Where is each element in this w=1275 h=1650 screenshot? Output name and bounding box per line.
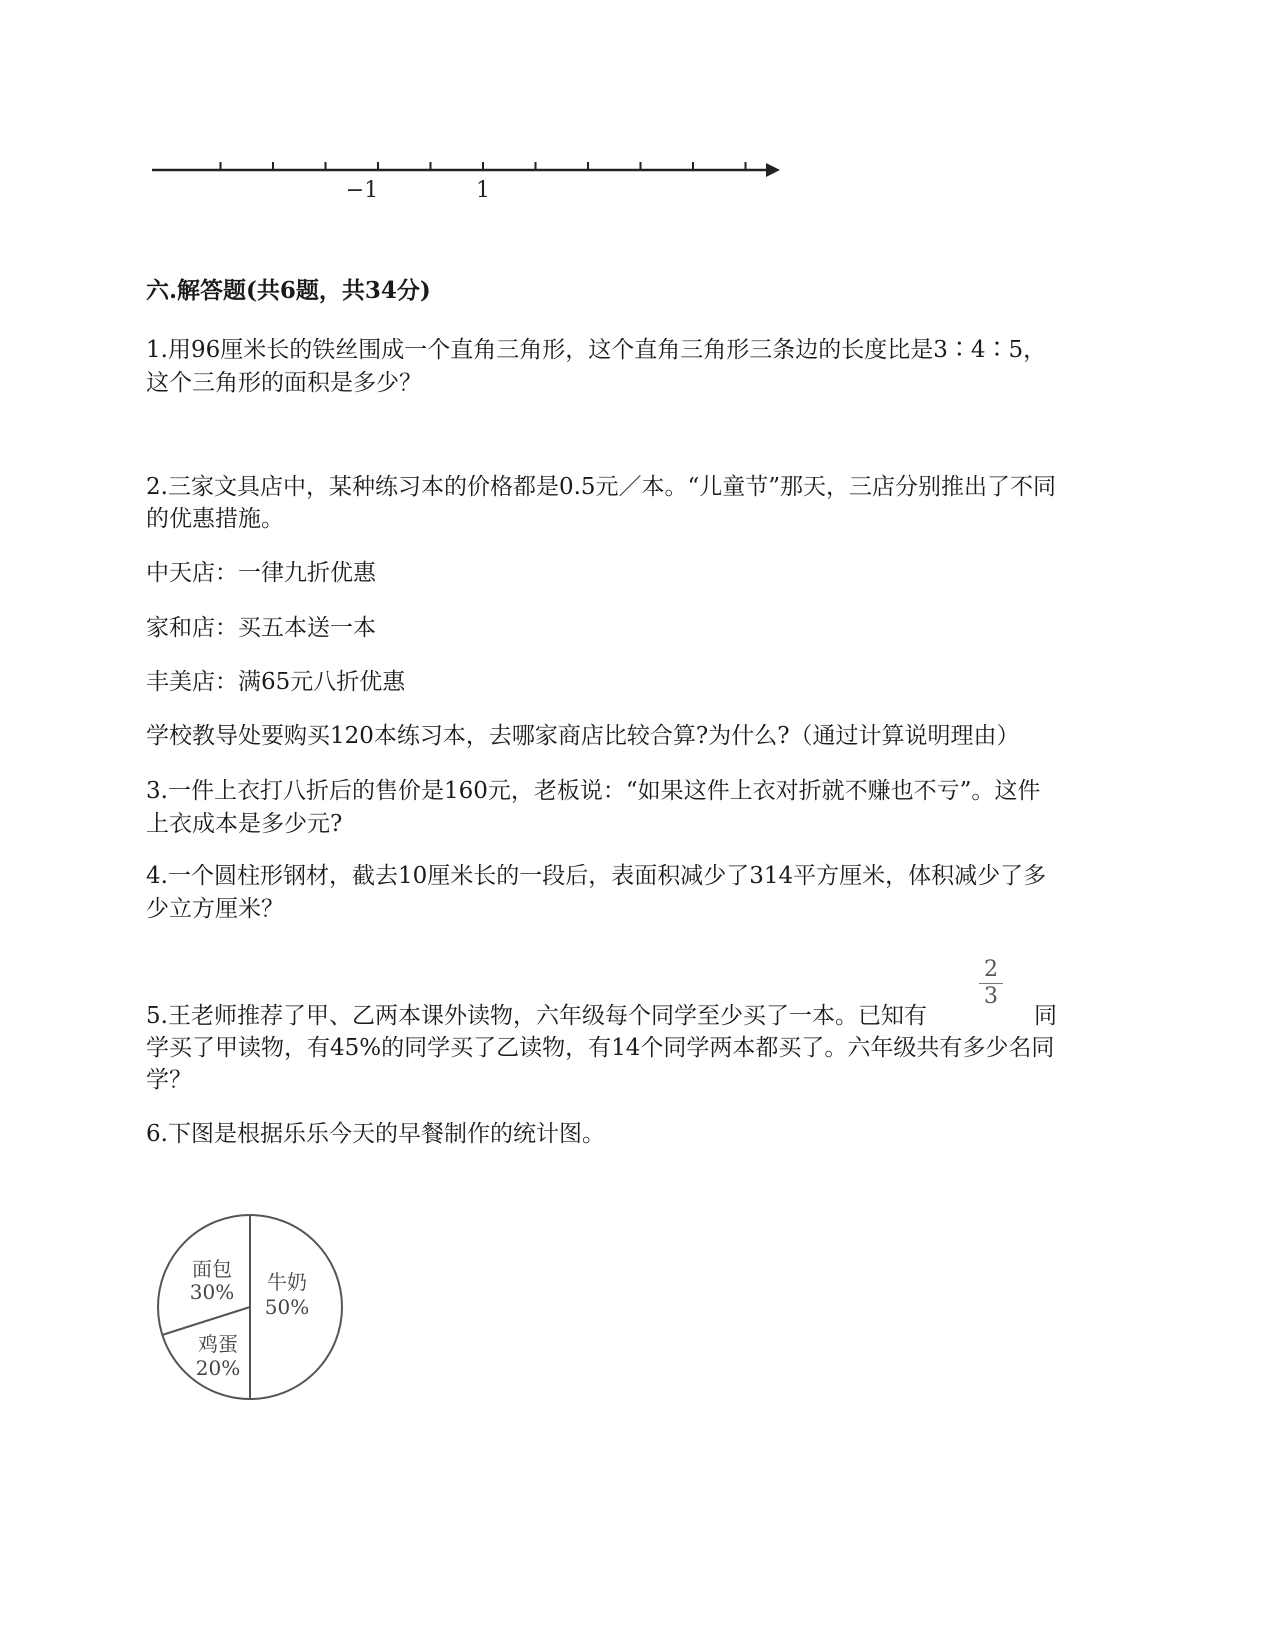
q5-fraction-denominator: 3	[984, 984, 998, 1009]
section-title: 六.解答题(共6题，共34分)	[146, 277, 431, 304]
q6-line1: 6.下图是根据乐乐今天的早餐制作的统计图。	[146, 1121, 605, 1147]
q2-store1: 中天店：一律九折优惠	[146, 560, 376, 586]
pie-label-egg: 鸡蛋	[198, 1332, 238, 1356]
pie-slice-bread	[190, 1257, 234, 1304]
q2-line2: 的优惠措施。	[146, 506, 284, 532]
q3-line1: 3.一件上衣打八折后的售价是160元，老板说：“如果这件上衣对折就不赚也不亏”。这件	[146, 778, 1041, 804]
q1-line1: 1.用96厘米长的铁丝围成一个直角三角形，这个直角三角形三条边的长度比是3∶4∶5，	[146, 337, 1047, 363]
q5-line2: 学买了甲读物，有45%的同学买了乙读物，有14个同学两本都买了。六年级共有多少名同	[146, 1035, 1055, 1061]
number-line	[140, 150, 800, 210]
q5-fraction	[976, 958, 1006, 1009]
pie-percent-egg: 20%	[195, 1356, 241, 1380]
q5-line1-b: 同	[1034, 1003, 1057, 1029]
q2-store3: 丰美店：满65元八折优惠	[146, 669, 406, 695]
q4-line1: 4.一个圆柱形钢材，截去10厘米长的一段后，表面积减少了314平方厘米，体积减少了多	[146, 863, 1047, 889]
q3-line2: 上衣成本是多少元?	[146, 811, 343, 837]
number-line-label-neg1: −1	[345, 178, 379, 203]
q5-line1-a: 5.王老师推荐了甲、乙两本课外读物，六年级每个同学至少买了一本。已知有	[146, 1003, 927, 1029]
q5-fraction-numerator: 2	[984, 957, 998, 982]
q5-line3: 学？	[146, 1067, 192, 1093]
pie-percent-bread: 30%	[189, 1280, 235, 1304]
pie-slice-milk	[265, 1270, 309, 1319]
q2-ask: 学校教导处要购买120本练习本，去哪家商店比较合算?为什么?（通过计算说明理由）	[146, 723, 1020, 749]
breakfast-pie-chart	[150, 1205, 360, 1415]
number-line-label-1: 1	[476, 178, 490, 203]
pie-label-milk: 牛奶	[267, 1270, 307, 1294]
pie-label-bread: 面包	[192, 1257, 232, 1281]
q1-line2: 这个三角形的面积是多少？	[146, 370, 422, 396]
q2-line1: 2.三家文具店中，某种练习本的价格都是0.5元／本。“儿童节”那天，三店分别推出了不同	[146, 474, 1057, 500]
q2-store2: 家和店：买五本送一本	[146, 615, 376, 641]
number-line-arrow	[766, 163, 780, 177]
q4-line2: 少立方厘米？	[146, 896, 284, 922]
pie-percent-milk: 50%	[264, 1295, 310, 1319]
pie-slice-egg	[196, 1332, 240, 1380]
